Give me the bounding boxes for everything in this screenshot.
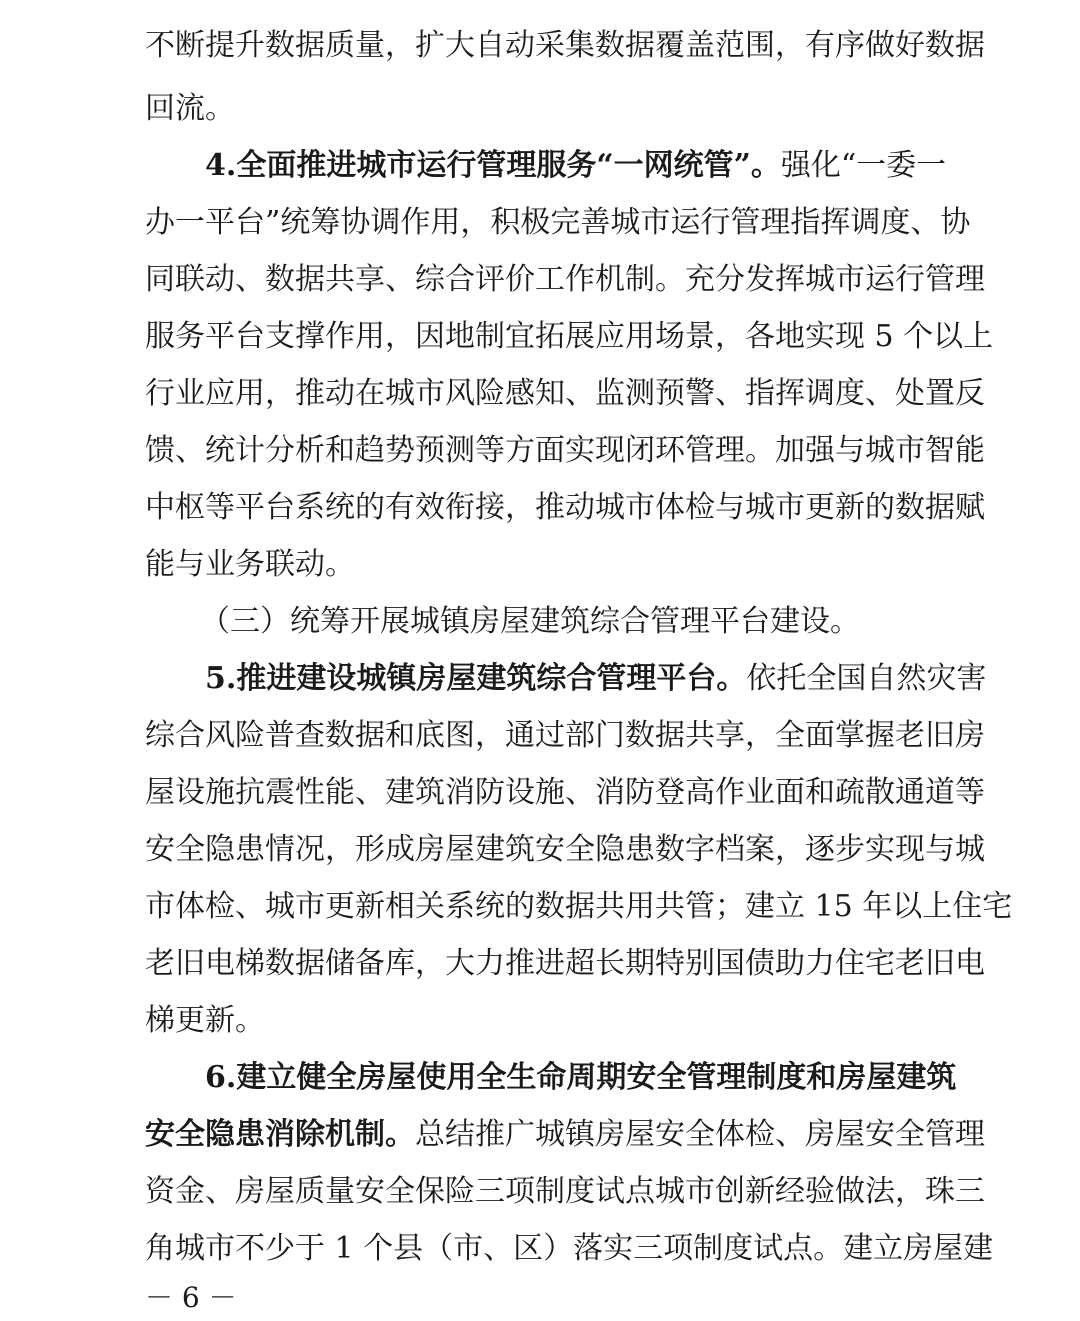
paragraph-line — [145, 830, 985, 870]
line-text: 馈、统计分析和趋势预测等方面实现闭环管理。加强与城市智能 — [145, 433, 985, 468]
line-text: 办一平台”统筹协调作用，积极完善城市运行管理指挥调度、协 — [145, 205, 971, 240]
line-text: 回流。 — [145, 91, 235, 126]
paragraph-line — [145, 1172, 985, 1212]
section-heading-4: 4.全面推进城市运行管理服务“一网统管”。 — [205, 148, 781, 183]
paragraph-line — [145, 374, 985, 414]
paragraph-line — [145, 887, 1013, 927]
line-text: 服务平台支撑作用，因地制宜拓展应用场景，各地实现 5 个以上 — [145, 319, 994, 354]
paragraph-line — [205, 146, 945, 186]
line-text: 能与业务联动。 — [145, 547, 355, 582]
paragraph-line — [205, 1058, 957, 1098]
paragraph-line — [205, 659, 987, 699]
paragraph-line — [145, 26, 985, 66]
paragraph-line — [145, 431, 985, 471]
paragraph-line — [145, 260, 985, 300]
line-text: 老旧电梯数据储备库，大力推进超长期特别国债助力住宅老旧电 — [145, 946, 985, 981]
paragraph-line — [145, 1115, 985, 1155]
line-text: 行业应用，推动在城市风险感知、监测预警、指挥调度、处置反 — [145, 376, 985, 411]
line-text: 安全隐患情况，形成房屋建筑安全隐患数字档案，逐步实现与城 — [145, 832, 985, 867]
paragraph-line — [145, 716, 985, 756]
line-text: 综合风险普查数据和底图，通过部门数据共享，全面掌握老旧房 — [145, 718, 985, 753]
line-text: 不断提升数据质量，扩大自动采集数据覆盖范围，有序做好数据 — [145, 28, 985, 63]
page-number: － 6 － — [145, 1281, 237, 1314]
line-text: 资金、房屋质量安全保险三项制度试点城市创新经验做法，珠三 — [145, 1174, 985, 1209]
line-text: （三）统筹开展城镇房屋建筑综合管理平台建设。 — [200, 604, 860, 639]
paragraph-line — [145, 89, 945, 129]
section-heading-6-continued: 安全隐患消除机制。 — [145, 1117, 415, 1152]
paragraph-line — [145, 773, 985, 813]
line-text: 角城市不少于 1 个县（市、区）落实三项制度试点。建立房屋建 — [145, 1231, 994, 1266]
line-text: 同联动、数据共享、综合评价工作机制。充分发挥城市运行管理 — [145, 262, 985, 297]
subsection-heading — [200, 602, 945, 642]
paragraph-line — [145, 203, 971, 243]
paragraph-line — [145, 1001, 945, 1041]
line-text: 中枢等平台系统的有效衔接，推动城市体检与城市更新的数据赋 — [145, 490, 985, 525]
section-heading-6: 6.建立健全房屋使用全生命周期安全管理制度和房屋建筑 — [205, 1060, 957, 1095]
line-text: 强化“一委一 — [780, 148, 947, 183]
paragraph-line — [145, 545, 945, 585]
paragraph-line — [145, 488, 985, 528]
paragraph-line — [145, 1229, 994, 1269]
line-text: 梯更新。 — [145, 1003, 265, 1038]
line-text: 总结推广城镇房屋安全体检、房屋安全管理 — [415, 1117, 985, 1152]
line-text: 屋设施抗震性能、建筑消防设施、消防登高作业面和疏散通道等 — [145, 775, 985, 810]
line-text: 市体检、城市更新相关系统的数据共用共管；建立 15 年以上住宅 — [145, 889, 1013, 924]
line-text: 依托全国自然灾害 — [746, 661, 987, 696]
paragraph-line — [145, 317, 994, 357]
section-heading-5: 5.推进建设城镇房屋建筑综合管理平台。 — [205, 661, 747, 696]
paragraph-line — [145, 944, 985, 984]
